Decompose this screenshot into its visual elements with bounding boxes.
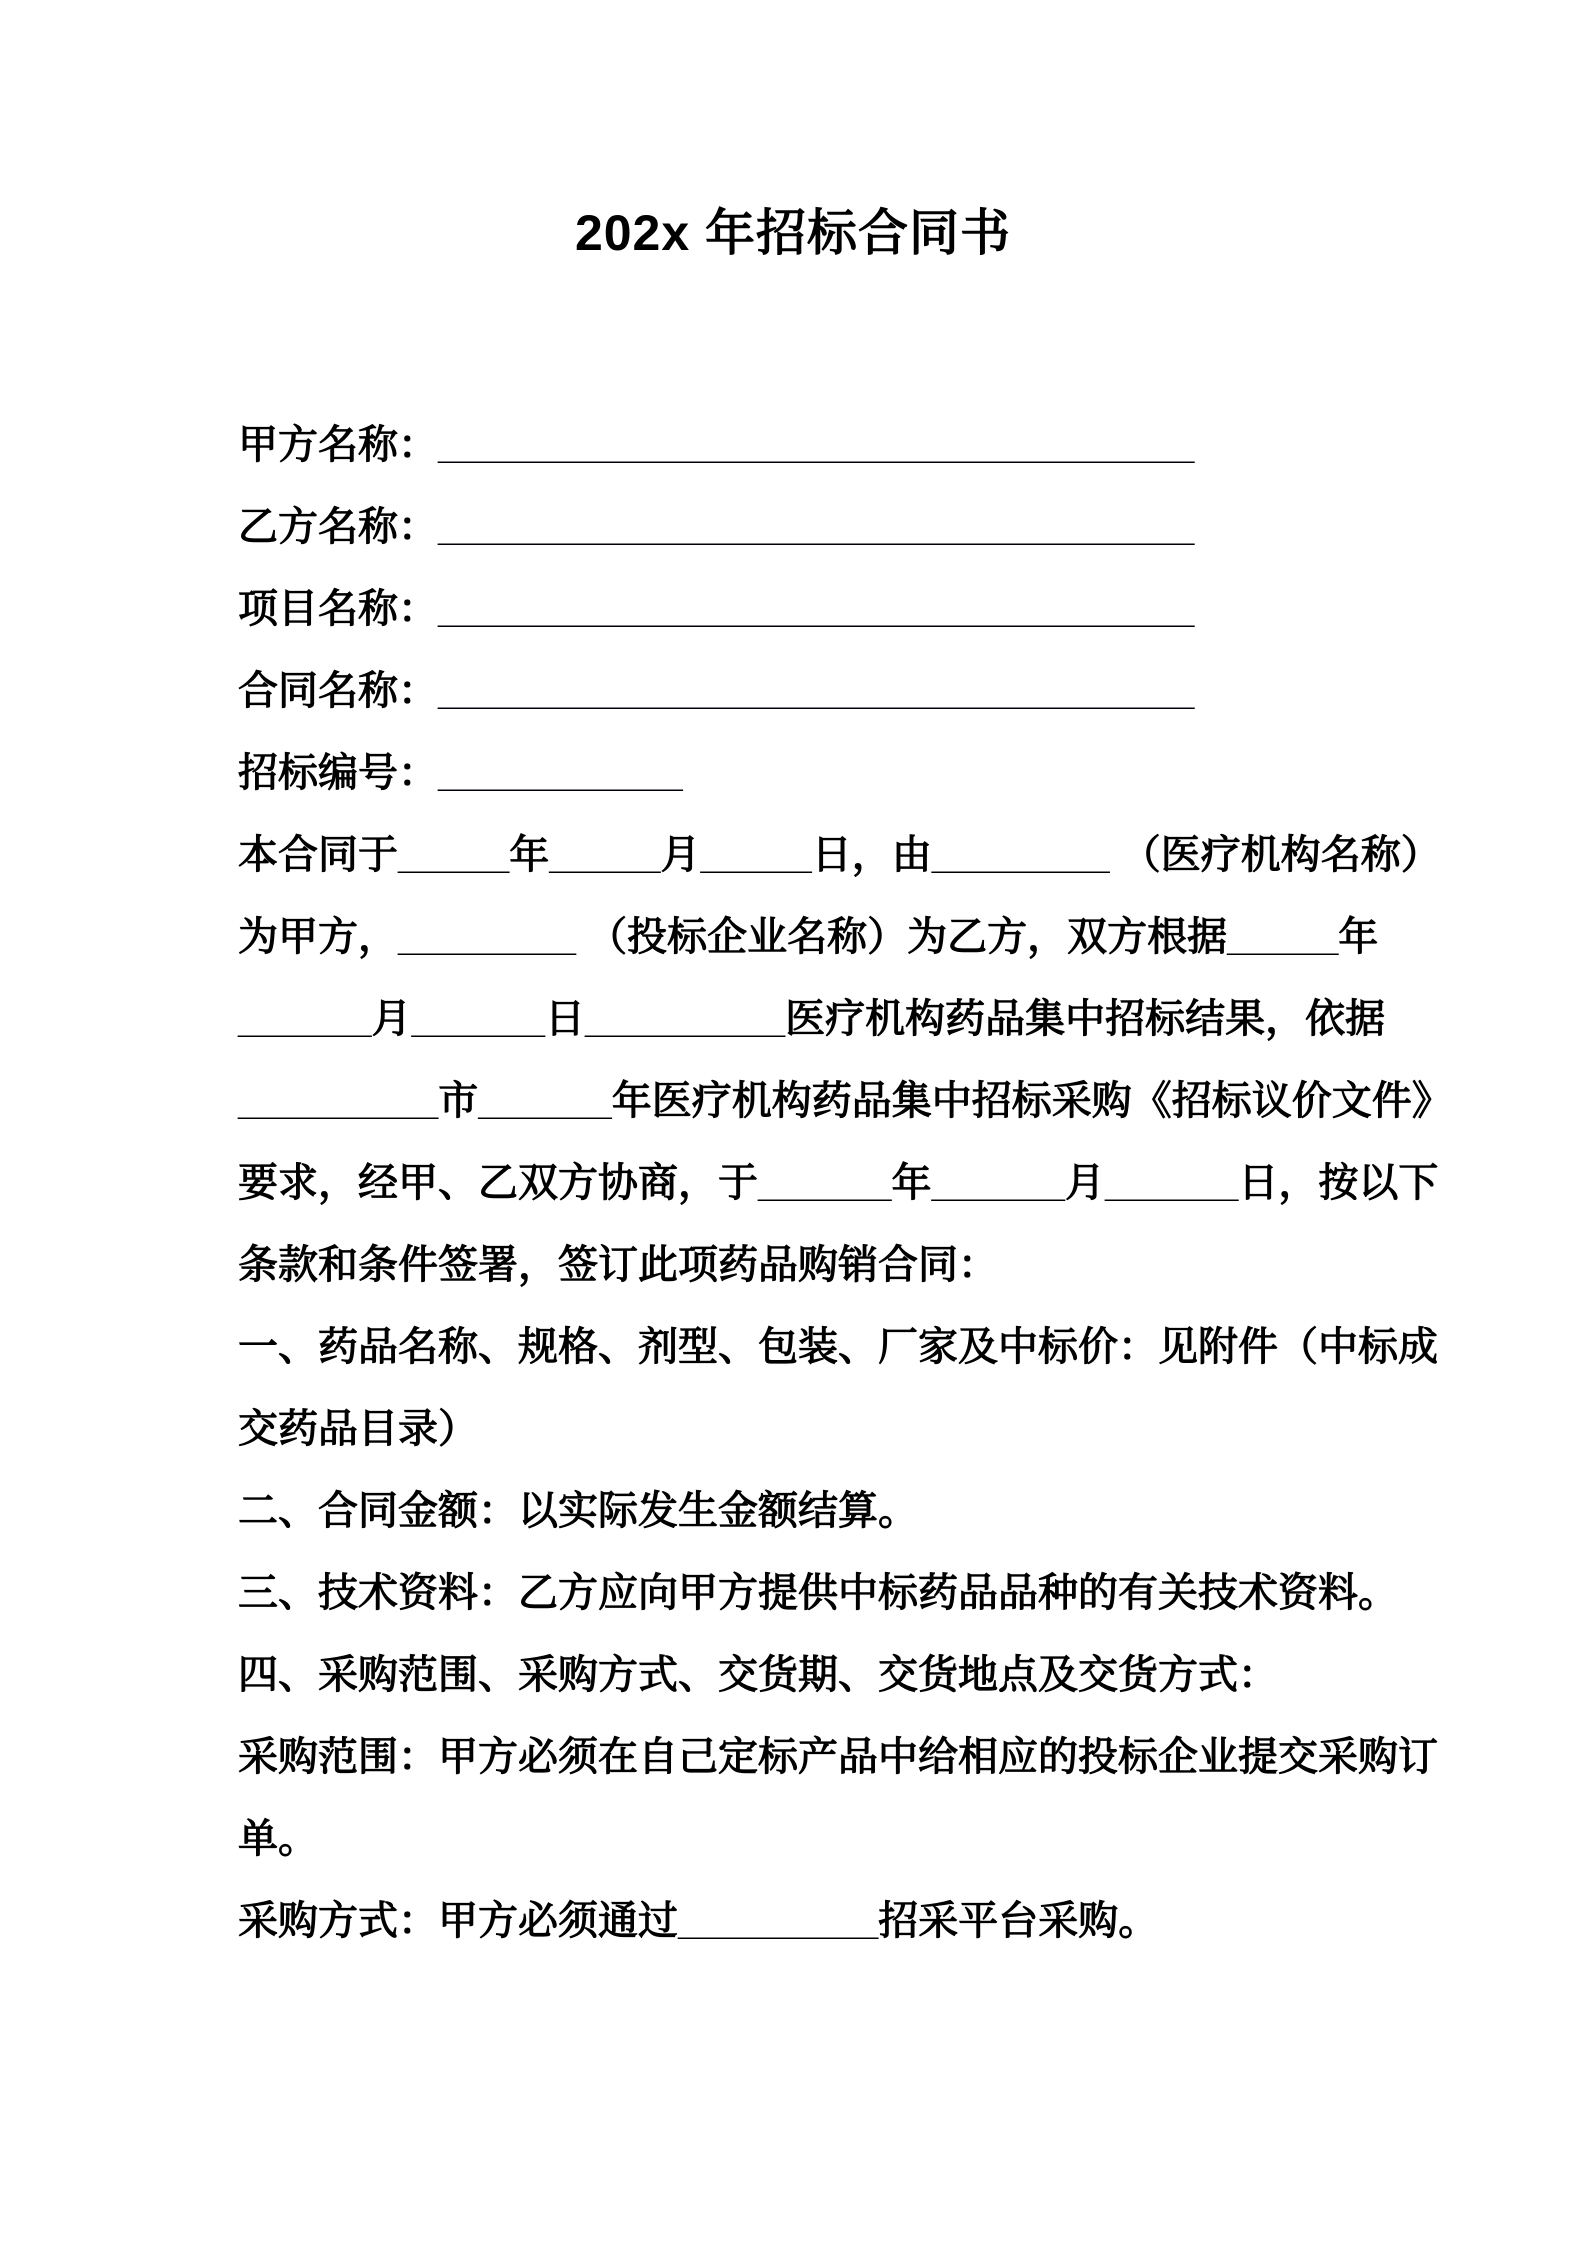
field-label-project-name: 项目名称： <box>238 587 438 631</box>
field-blank-project-name: __________________________________ <box>438 587 1195 631</box>
field-label-contract-name: 合同名称： <box>238 669 438 713</box>
clause-2: 二、合同金额：以实际发生金额结算。 <box>238 1489 918 1533</box>
field-row-project-name <box>238 568 1438 650</box>
field-label-party-b-name: 乙方名称： <box>238 505 438 549</box>
clause-4: 四、采购范围、采购方式、交货期、交货地点及交货方式： <box>238 1653 1278 1697</box>
body-line-5: 要求，经甲、乙双方协商，于______年______月______日，按以下 <box>238 1161 1439 1205</box>
field-row-tender-number <box>238 732 1438 814</box>
body-line-1: 本合同于_____年_____月_____日，由________ （医疗机构名称） <box>238 833 1441 877</box>
field-blank-tender-number: ___________ <box>438 751 683 795</box>
field-label-party-a-name: 甲方名称： <box>238 423 438 467</box>
field-row-party-b-name <box>238 486 1438 568</box>
field-row-party-a-name <box>238 404 1438 486</box>
clause-1-line-1: 一、药品名称、规格、剂型、包装、厂家及中标价：见附件（中标成 <box>238 1325 1438 1369</box>
field-row-contract-name <box>238 650 1438 732</box>
body-line-2: 为甲方，________ （投标企业名称）为乙方，双方根据_____年 <box>238 915 1379 959</box>
body-line-6: 条款和条件签署，签订此项药品购销合同： <box>238 1243 998 1287</box>
clause-4-scope-line-1: 采购范围：甲方必须在自己定标产品中给相应的投标企业提交采购订 <box>238 1735 1438 1779</box>
document-title: 202x 年招标合同书 <box>574 205 1012 261</box>
clause-4-scope-line-2: 单。 <box>238 1817 318 1861</box>
clause-1-line-2: 交药品目录） <box>238 1407 478 1451</box>
field-blank-party-b-name: __________________________________ <box>438 505 1195 549</box>
field-label-tender-number: 招标编号： <box>238 751 438 795</box>
field-blank-contract-name: __________________________________ <box>438 669 1195 713</box>
clause-3: 三、技术资料：乙方应向甲方提供中标药品品种的有关技术资料。 <box>238 1571 1398 1615</box>
body-line-4: _________市______年医疗机构药品集中招标采购《招标议价文件》 <box>238 1079 1452 1123</box>
document-body <box>238 404 1452 1962</box>
body-line-3: ______月______日_________医疗机构药品集中招标结果，依据 <box>238 997 1386 1041</box>
clause-4-method: 采购方式：甲方必须通过_________招采平台采购。 <box>238 1899 1159 1943</box>
field-blank-party-a-name: __________________________________ <box>438 423 1195 467</box>
